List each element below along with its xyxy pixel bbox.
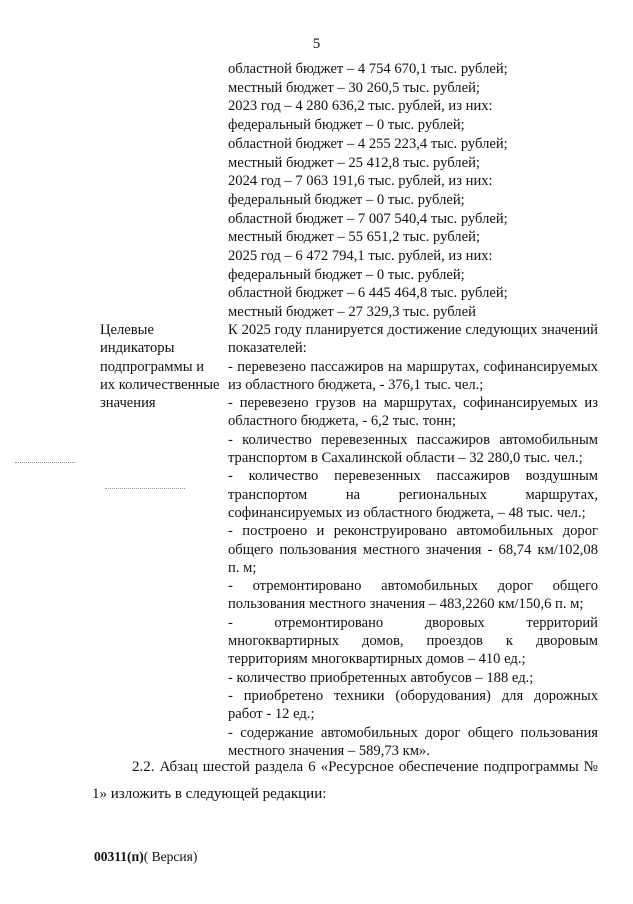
budget-line: федеральный бюджет – 0 тыс. рублей; [228, 191, 465, 208]
target-indicators-values [228, 321, 598, 760]
budget-line: местный бюджет – 27 329,3 тыс. рублей [228, 304, 476, 321]
budget-line: местный бюджет – 55 651,2 тыс. рублей; [228, 229, 480, 246]
indicator-item: - количество перевезенных пассажиров воздушным транспортом на региональных маршрутах, софинансируемых из областного бюджета, – 48 тыс. чел.; [228, 468, 598, 521]
budget-line: областной бюджет – 4 255 223,4 тыс. рублей; [228, 135, 508, 152]
document-code: 00311(п) [94, 849, 144, 864]
indicator-item: - построено и реконструировано автомобильных дорог общего пользования местного значения - 68,74 км/102,08 п. м; [228, 523, 598, 576]
scan-artifact [105, 488, 185, 491]
budget-breakdown [228, 60, 608, 322]
document-version: ( Версия) [143, 849, 198, 864]
indicator-item: - перевезено пассажиров на маршрутах, софинансируемых из областного бюджета, - 376,1 тыс. чел.; [228, 358, 598, 393]
document-footer [94, 849, 197, 865]
target-indicators-label: Целевые индикаторы подпрограммы и их количественные значения [100, 322, 220, 412]
budget-line: местный бюджет – 30 260,5 тыс. рублей; [228, 79, 480, 96]
budget-line: областной бюджет – 6 445 464,8 тыс. рублей; [228, 285, 508, 302]
indicator-item: - содержание автомобильных дорог общего пользования местного значения – 589,73 км». [228, 724, 598, 759]
indicator-item: - перевезено грузов на маршрутах, софинансируемых из областного бюджета, - 6,2 тыс. тонн; [228, 395, 598, 430]
budget-line: федеральный бюджет – 0 тыс. рублей; [228, 266, 465, 283]
amendment-text: 2.2. Абзац шестой раздела 6 «Ресурсное обеспечение подпрограммы № 1» изложить в следующей редакции: [92, 759, 598, 802]
budget-line: областной бюджет – 7 007 540,4 тыс. рублей; [228, 210, 508, 227]
page-number: 5 [312, 36, 321, 52]
indicator-item: - количество перевезенных пассажиров автомобильным транспортом в Сахалинской области – 32 280,0 тыс. чел.; [228, 431, 598, 467]
indicators-intro: К 2025 году планируется достижение следующих значений показателей: [228, 322, 598, 357]
budget-line: 2023 год – 4 280 636,2 тыс. рублей, из них: [228, 98, 493, 115]
budget-line: 2024 год – 7 063 191,6 тыс. рублей, из них: [228, 173, 493, 190]
budget-line: федеральный бюджет – 0 тыс. рублей; [228, 117, 465, 134]
amendment-paragraph [92, 754, 598, 808]
indicator-item: - количество приобретенных автобусов – 188 ед.; [228, 669, 534, 686]
budget-line: местный бюджет – 25 412,8 тыс. рублей; [228, 154, 480, 171]
scan-artifact [15, 462, 75, 465]
indicator-item: - приобретено техники (оборудования) для дорожных работ - 12 ед.; [228, 687, 598, 723]
budget-line: 2025 год – 6 472 794,1 тыс. рублей, из них: [228, 248, 493, 265]
budget-line: областной бюджет – 4 754 670,1 тыс. рублей; [228, 61, 508, 77]
indicator-item: - отремонтировано автомобильных дорог общего пользования местного значения – 483,2260 км/150,6 п. м; [228, 578, 598, 613]
indicator-item: - отремонтировано дворовых территорий многоквартирных домов, проездов к дворовым территориям многоквартирных домов – 410 ед.; [228, 614, 598, 668]
